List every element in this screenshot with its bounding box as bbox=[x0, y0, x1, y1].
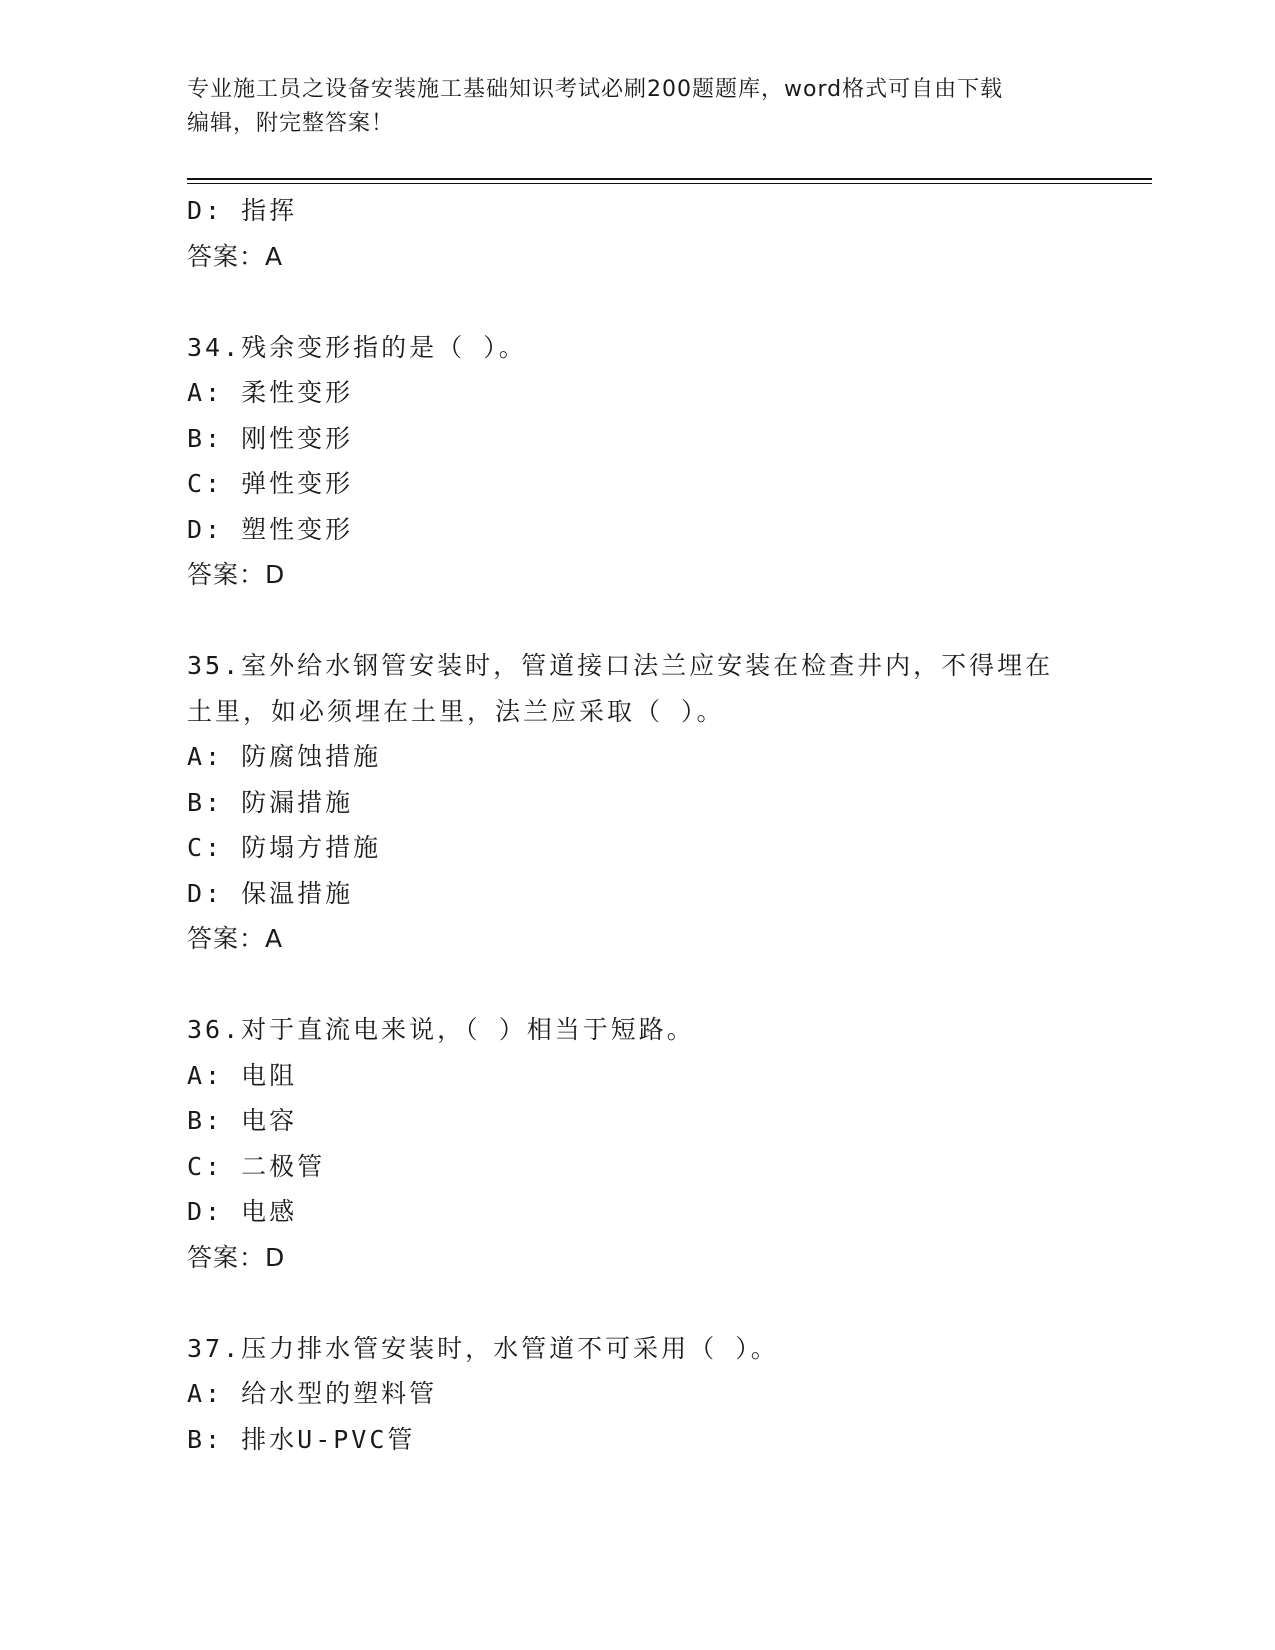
option-d: D: 保温措施 bbox=[187, 878, 354, 908]
option-d: D: 电感 bbox=[187, 1197, 298, 1226]
option-a: A: 防腐蚀措施 bbox=[187, 742, 382, 771]
option-a: A: 柔性变形 bbox=[187, 378, 354, 407]
answer: 答案：D bbox=[187, 560, 286, 589]
header-divider-thick bbox=[187, 178, 1152, 180]
header-title-line-1: 专业施工员之设备安装施工基础知识考试必刷200题题库，word格式可自由下载 bbox=[187, 77, 1004, 102]
option-b: B: 防漏措施 bbox=[187, 787, 354, 817]
previous-question-answer: 答案：A bbox=[187, 241, 284, 271]
question-35 bbox=[187, 643, 1087, 962]
previous-question-option-d: D: 指挥 bbox=[187, 196, 298, 225]
option-d: D: 塑性变形 bbox=[187, 514, 354, 544]
question-stem-line-1: 35.室外给水钢管安装时，管道接口法兰应安装在检查井内，不得埋在 bbox=[187, 651, 1054, 680]
option-b: B: 刚性变形 bbox=[187, 423, 354, 453]
spacer bbox=[187, 598, 1087, 644]
option-b: B: 排水U-PVC管 bbox=[187, 1424, 416, 1454]
answer: 答案：A bbox=[187, 924, 284, 953]
header-title-line-2: 编辑，附完整答案！ bbox=[187, 111, 395, 136]
option-a: A: 给水型的塑料管 bbox=[187, 1379, 438, 1408]
question-stem: 36.对于直流电来说，（ ）相当于短路。 bbox=[187, 1015, 695, 1044]
option-a: A: 电阻 bbox=[187, 1060, 298, 1090]
spacer bbox=[187, 962, 1087, 1008]
question-stem: 37.压力排水管安装时，水管道不可采用（ ）。 bbox=[187, 1333, 779, 1363]
question-36 bbox=[187, 1007, 1087, 1280]
question-37 bbox=[187, 1326, 1087, 1463]
question-34 bbox=[187, 325, 1087, 598]
spacer bbox=[187, 279, 1087, 325]
question-stem-line-2: 土里，如必须埋在土里，法兰应采取（ ）。 bbox=[187, 696, 725, 726]
spacer bbox=[187, 1280, 1087, 1326]
option-c: C: 防塌方措施 bbox=[187, 833, 382, 862]
answer: 答案：D bbox=[187, 1242, 286, 1272]
question-content bbox=[187, 188, 1087, 1462]
option-c: C: 二极管 bbox=[187, 1151, 326, 1181]
header-divider-thin bbox=[187, 183, 1152, 184]
option-c: C: 弹性变形 bbox=[187, 469, 354, 498]
option-b: B: 电容 bbox=[187, 1106, 298, 1135]
document-header bbox=[187, 73, 1067, 141]
question-stem: 34.残余变形指的是（ ）。 bbox=[187, 332, 527, 362]
